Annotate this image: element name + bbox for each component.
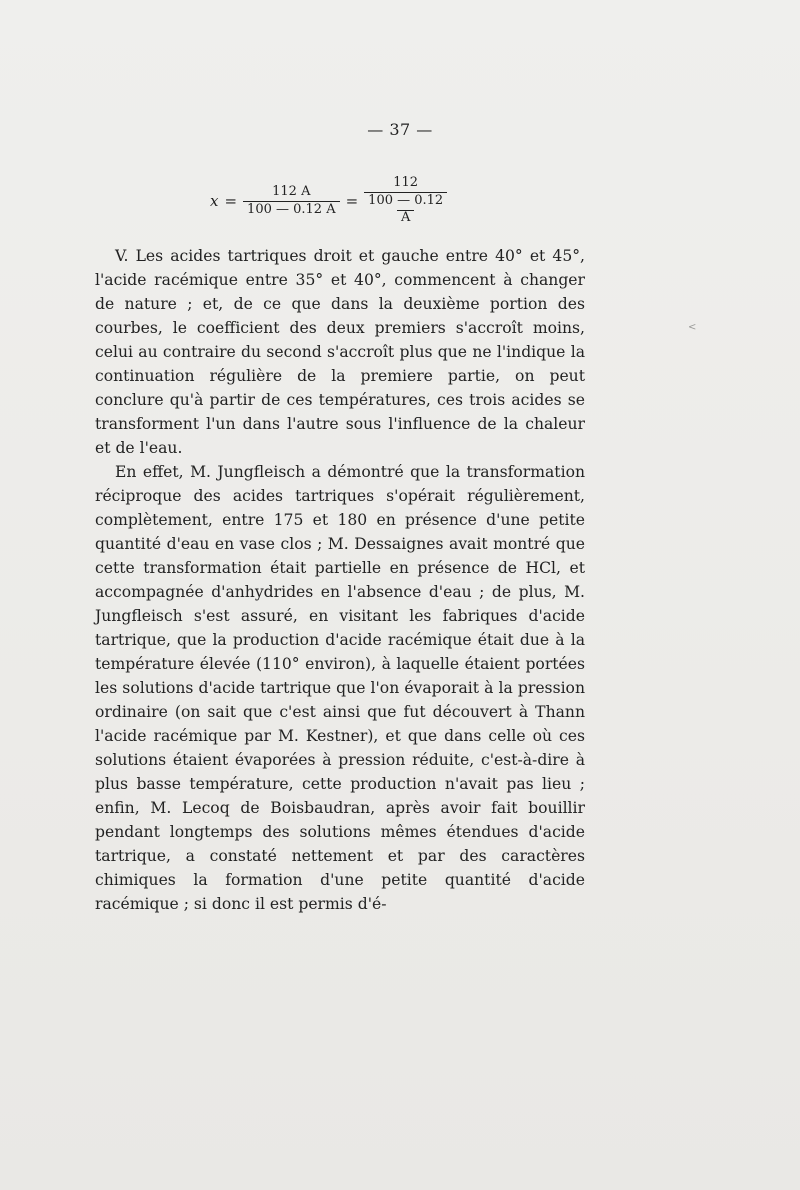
paragraph-1: V. Les acides tartriques droit et gauche entre 40° et 45°, l'acide racémique entre 35° et 40°, commencent à changer de nature ; et, de ce que dans la deuxième portion des courbes, le coefficient des deux premiers s'accroît moins, celui au contraire du second s'accroît plus que ne l'indique la continuation régulière de la premiere partie, on peut conclure qu'à partir de ces températures, ces trois acides se transforment l'un dans l'autre sous l'influence de la chaleur et de l'eau. [95,247,585,457]
equals-sign: = [224,192,238,210]
fraction-1-denominator: 100 — 0.12 A [243,201,340,218]
margin-mark: < [688,322,697,333]
fraction-2-numerator: 112 [393,174,419,190]
fraction-2-denominator-bottom: A [397,210,414,226]
fraction-2-denominator-top: 100 — 0.12 [368,192,444,208]
equals-sign-2: = [345,192,359,210]
fraction-2-denominator [364,192,447,227]
page-number: — 37 — [367,120,433,139]
equation-variable: x [210,192,219,210]
paragraph-2: En effet, M. Jungfleisch a démontré que la transformation réciproque des acides tartriques s'opérait régulièrement, complètement, entre 175 et 180 en présence d'une petite quantité d'eau en vase clos ; M. Dessaignes avait montré que cette transformation était partielle en présence de HCl, et accompagnée d'anhydrides en l'absence d'eau ; de plus, M. Jungfleisch s'est assuré, en visitant les fabriques d'acide tartrique, que la production d'acide racémique était due à la température élevée (110° environ), à laquelle étaient portées les solutions d'acide tartrique que l'on évaporait à la pression ordinaire (on sait que c'est ainsi que fut découvert à Thann l'acide racémique par M. Kestner), et que dans celle où ces solutions étaient évaporées à pression réduite, c'est-à-dire à plus basse température, cette production n'avait pas lieu ; enfin, M. Lecoq de Boisbaudran, après avoir fait bouillir pendant longtemps des solutions mêmes étendues d'acide tartrique, a constaté nettement et par des caractères chimiques la formation d'une petite quantité d'acide racémique ; si donc il est permis d'é- [95,463,585,913]
fraction-2 [364,176,447,227]
body-text [95,244,585,916]
fraction-1-numerator: 112 A [272,183,311,199]
equation [210,166,447,236]
fraction-1 [243,185,340,218]
